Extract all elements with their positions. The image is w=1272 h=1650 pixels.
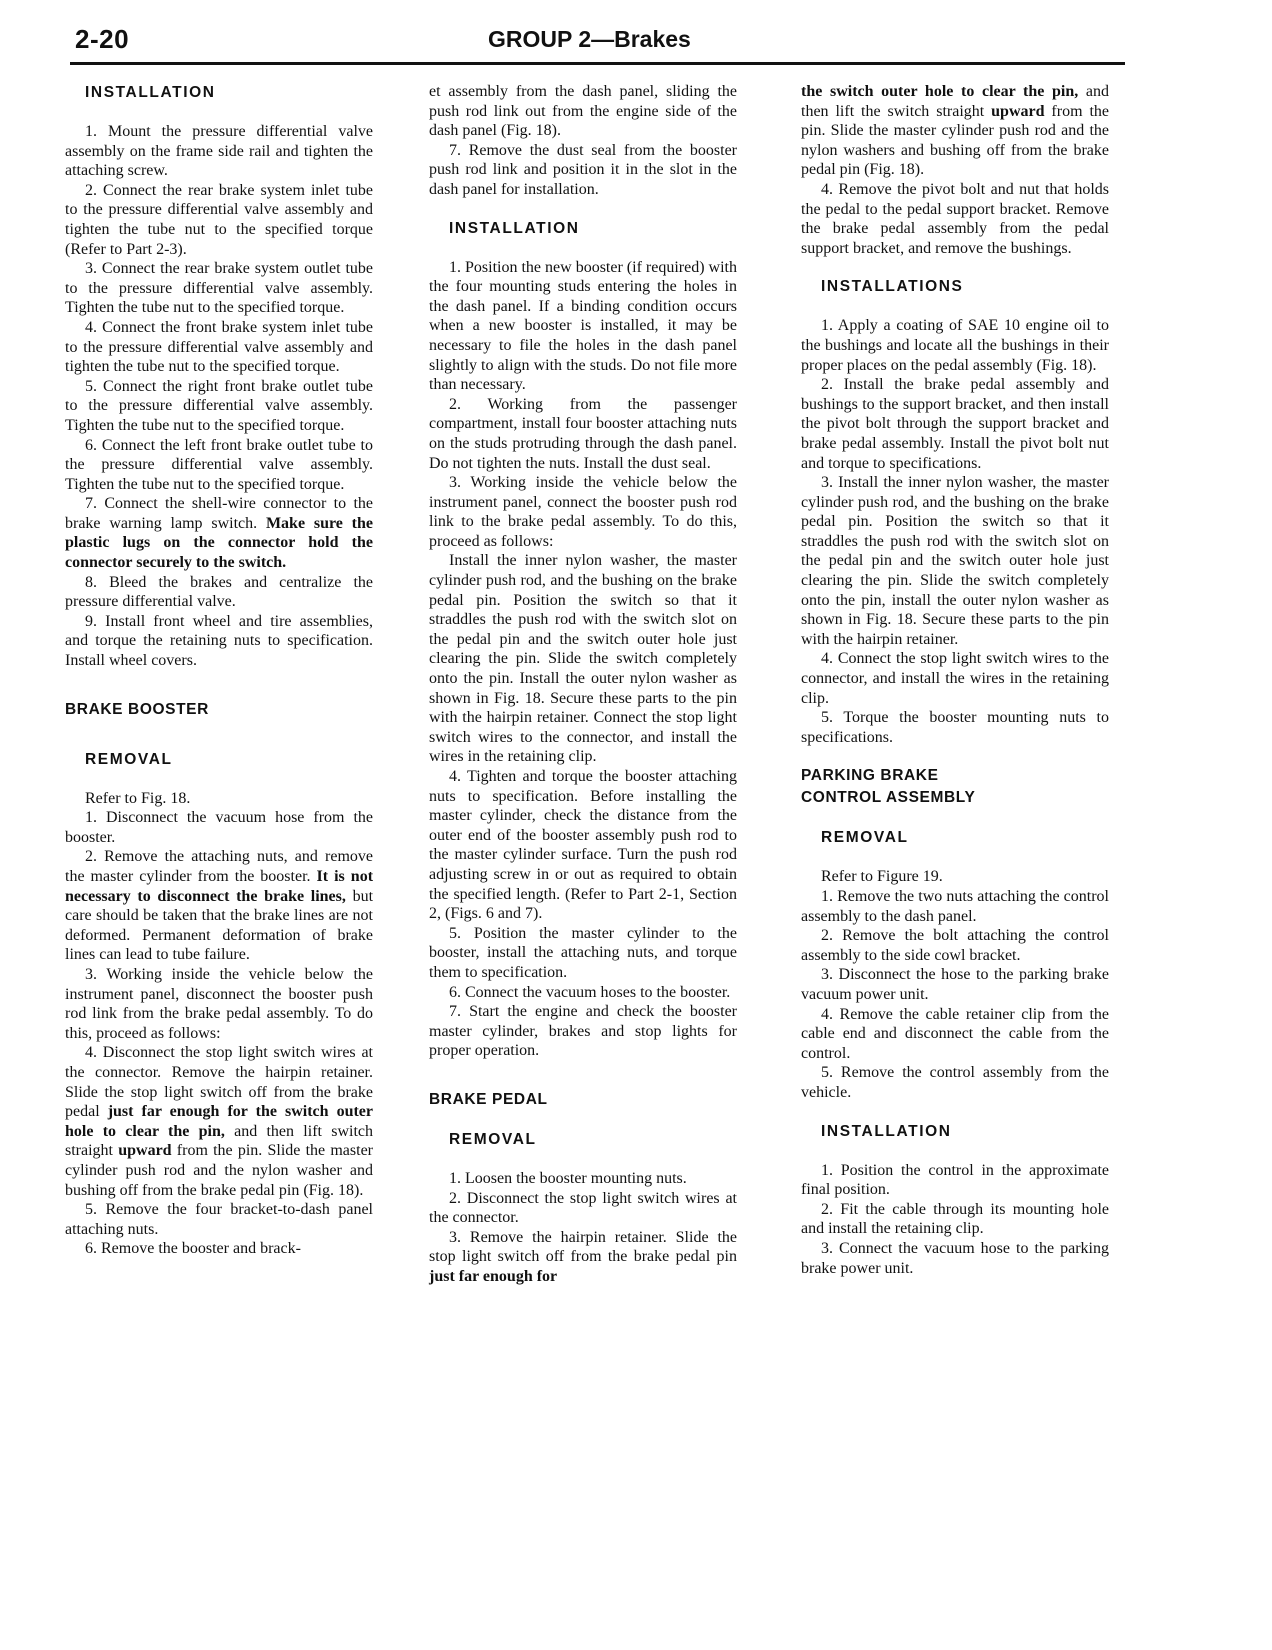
- column-1: [65, 82, 373, 1259]
- step-text: 7. Connect the shell-wire connector to the brake warning lamp switch.: [65, 495, 373, 532]
- warning-text: upward: [118, 1142, 172, 1160]
- subsection-heading: REMOVAL: [449, 1130, 537, 1148]
- step: 1. Position the new booster (if required) with the four mounting studs entering the holes in the dash panel. If a binding condition occurs when a new booster is installed, it may be necessary to file the holes in the dash panel slightly to align with the studs. Do not file more than necessary.: [429, 258, 737, 394]
- step: 3. Disconnect the hose to the parking brake vacuum power unit.: [801, 966, 1109, 1003]
- step: [65, 494, 373, 572]
- page-number: 2-20: [75, 24, 130, 54]
- step: 1. Disconnect the vacuum hose from the booster.: [65, 809, 373, 846]
- step: Refer to Fig. 18.: [85, 789, 191, 807]
- step-text: from the pin. Slide the master cylinder push rod and the nylon washer and bushing off from the brake pedal pin (Fig. 18).: [65, 1142, 374, 1199]
- step-text: 2. Remove the attaching nuts, and remove the master cylinder from the booster.: [65, 848, 373, 885]
- step: 7. Start the engine and check the booster master cylinder, brakes and stop lights for proper operation.: [429, 1003, 737, 1060]
- section-heading: BRAKE BOOSTER: [65, 700, 209, 718]
- subsection-heading: INSTALLATION: [821, 1122, 952, 1140]
- step: 2. Working from the passenger compartment, install four booster attaching nuts on the studs protruding through the dash panel. Do not tighten the nuts. Install the dust seal.: [429, 395, 737, 472]
- step: 5. Position the master cylinder to the booster, install the attaching nuts, and torque them to specification.: [429, 924, 737, 981]
- header-rule: [70, 62, 1125, 65]
- step: [429, 1228, 737, 1287]
- step: 4. Connect the stop light switch wires to the connector, and install the wires in the retaining clip.: [801, 650, 1109, 707]
- step: 2. Remove the bolt attaching the control assembly to the side cowl bracket.: [801, 927, 1109, 964]
- page-title: GROUP 2—Brakes: [488, 26, 691, 52]
- step: 3. Working inside the vehicle below the instrument panel, connect the booster push rod link to the brake pedal assembly. To do this, proceed as follows:: [429, 474, 737, 550]
- step: 5. Remove the four bracket-to-dash panel attaching nuts.: [65, 1201, 373, 1238]
- step: 4. Remove the pivot bolt and nut that holds the pedal to the pedal support bracket. Remove the brake pedal assembly from the pedal support bracket, and remove the bushings.: [801, 180, 1109, 257]
- step: 4. Connect the front brake system inlet tube to the pressure differential valve assembly and tighten the tube nut to the specified torque.: [65, 318, 373, 376]
- step: 4. Tighten and torque the booster attaching nuts to specification. Before installing the master cylinder, check the distance from the outer end of the booster assembly push rod to the master cylinder surface. Turn the push rod adjusting screw in or out as required to obtain the specified length. (Refer to Part 2-1, Section 2, (Figs. 6 and 7).: [429, 768, 737, 923]
- subsection-heading: INSTALLATION: [449, 219, 580, 237]
- step: 1. Apply a coating of SAE 10 engine oil to the bushings and locate all the bushings in their proper places on the pedal assembly (Fig. 18).: [801, 317, 1109, 374]
- step: 3. Connect the rear brake system outlet tube to the pressure differential valve assembly. Tighten the tube nut to the specified torque.: [65, 260, 373, 317]
- continued-text: [801, 82, 1109, 180]
- section-heading: BRAKE PEDAL: [429, 1090, 548, 1108]
- warning-text: just far enough for: [429, 1267, 558, 1285]
- step: 3. Connect the vacuum hose to the parking brake power unit.: [801, 1239, 1109, 1277]
- step: [65, 847, 373, 965]
- step: Refer to Figure 19.: [821, 868, 943, 886]
- step: 6. Connect the left front brake outlet tube to the pressure differential valve assembly. Tighten the tube nut to the specified torque.: [65, 436, 373, 493]
- warning-text: Make sure the plastic lugs on the connector hold the connector securely to the switch.: [65, 514, 374, 572]
- step: 1. Mount the pressure differential valve assembly on the frame side rail and tighten the attaching screw.: [65, 123, 373, 180]
- warning-text: It is not necessary to disconnect the brake lines,: [65, 868, 374, 905]
- step-text: and then lift switch straight: [65, 1122, 373, 1160]
- step: 1. Loosen the booster mounting nuts.: [449, 1169, 687, 1187]
- subsection-heading: INSTALLATIONS: [821, 278, 964, 296]
- step: 2. Install the brake pedal assembly and bushings to the support bracket, and then install the pivot bolt through the support bracket and brake pedal assembly. Install the pivot bolt nut and torque to specifications.: [801, 376, 1109, 472]
- step: 5. Remove the control assembly from the vehicle.: [801, 1064, 1109, 1101]
- warning-text: just far enough for the switch outer hole to clear the pin,: [65, 1103, 374, 1140]
- step: 3. Install the inner nylon washer, the master cylinder push rod, and the bushing on the brake pedal pin. Position the switch so that it straddles the push rod with the switch slot on the pedal pin and the switch outer hole just clearing the pin. Slide the switch completely onto the pin, install the outer nylon washer as shown in Fig. 18. Secure these parts to the pin with the hairpin retainer.: [801, 474, 1109, 648]
- step: 2. Fit the cable through its mounting hole and install the retaining clip.: [801, 1200, 1109, 1238]
- step: 2. Disconnect the stop light switch wires at the connector.: [429, 1189, 737, 1227]
- step: 2. Connect the rear brake system inlet tube to the pressure differential valve assembly and tighten the tube nut to the specified torque (Refer to Part 2-3).: [65, 181, 373, 258]
- warning-text: the switch outer hole to clear the pin,: [801, 83, 1079, 100]
- page-header: [0, 0, 1272, 70]
- step-text: 4. Disconnect the stop light switch wires at the connector. Remove the hairpin retainer. Slide the stop light switch off from the brake pedal: [65, 1044, 373, 1121]
- column-3: [801, 82, 1109, 1278]
- step: 1. Remove the two nuts attaching the control assembly to the dash panel.: [801, 888, 1109, 925]
- step: 5. Torque the booster mounting nuts to specifications.: [801, 709, 1109, 746]
- step: 9. Install front wheel and tire assemblies, and torque the retaining nuts to specification. Install wheel covers.: [65, 612, 373, 670]
- section-heading: PARKING BRAKE: [801, 767, 939, 785]
- column-2: [429, 82, 737, 1286]
- step-text: and then lift the switch straight: [801, 83, 1110, 120]
- step: 6. Connect the vacuum hoses to the booster.: [449, 983, 731, 1001]
- subsection-heading: REMOVAL: [821, 829, 909, 847]
- step: 4. Remove the cable retainer clip from the cable end and disconnect the cable from the control.: [801, 1005, 1109, 1062]
- step: 8. Bleed the brakes and centralize the pressure differential valve.: [65, 573, 373, 611]
- step: Install the inner nylon washer, the master cylinder push rod, and the bushing on the brake pedal pin. Position the switch so that it straddles the push rod with the switch slot on the pedal pin and the switch outer hole just clearing the pin. Slide the switch completely onto the pin. Install the outer nylon washer as shown in Fig. 18. Secure these parts to the pin with the hairpin retainer. Connect the stop light switch wires to the connector, and install the wires in the retaining clip.: [429, 552, 737, 766]
- step-text: but care should be taken that the brake lines are not deformed. Permanent deformation of brake lines can lead to tube failure.: [65, 887, 374, 964]
- step: 5. Connect the right front brake outlet tube to the pressure differential valve assembly. Tighten the tube nut to the specified torque.: [65, 377, 373, 434]
- step-text: 3. Remove the hairpin retainer. Slide the stop light switch off from the brake pedal pin: [429, 1228, 737, 1266]
- step: 3. Working inside the vehicle below the instrument panel, disconnect the booster push rod link from the brake pedal assembly. To do this, proceed as follows:: [65, 965, 373, 1042]
- continued-text: et assembly from the dash panel, sliding the push rod link out from the engine side of the dash panel (Fig. 18).: [429, 83, 737, 140]
- step-text: from the pin. Slide the master cylinder push rod and the nylon washers and bushing off from the brake pedal pin (Fig. 18).: [801, 102, 1109, 179]
- section-heading: CONTROL ASSEMBLY: [801, 789, 976, 807]
- step: 6. Remove the booster and brack-: [85, 1240, 301, 1258]
- step: 1. Position the control in the approximate final position.: [801, 1161, 1109, 1199]
- warning-text: upward: [991, 102, 1045, 120]
- section-heading: INSTALLATION: [85, 84, 216, 101]
- subsection-heading: REMOVAL: [85, 750, 173, 768]
- step: [65, 1043, 373, 1200]
- step: 7. Remove the dust seal from the booster push rod link and position it in the slot in the dash panel for installation.: [429, 141, 737, 198]
